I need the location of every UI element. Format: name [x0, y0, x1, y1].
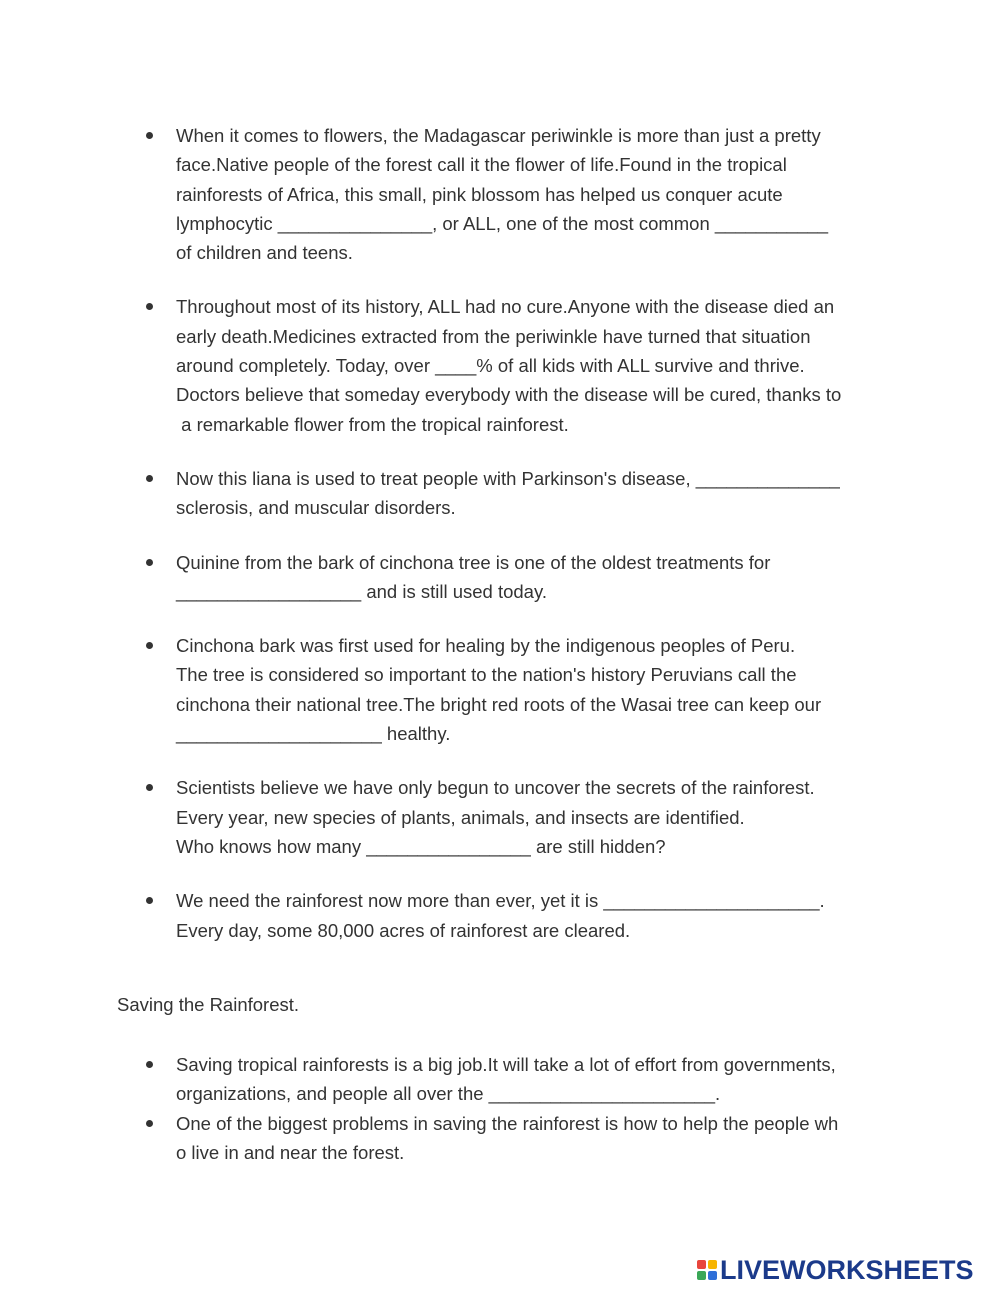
logo-square-green [697, 1271, 706, 1280]
logo-square-red [697, 1260, 706, 1269]
list-item [0, 121, 1000, 267]
text-line: Throughout most of its history, ALL had no cure.Anyone with the disease died an [176, 296, 835, 318]
bullet-icon [146, 1120, 153, 1127]
list-item [0, 548, 1000, 607]
list-item [0, 292, 1000, 438]
bullet-icon [146, 1061, 153, 1068]
text-line: __________________ and is still used today. [176, 580, 547, 602]
text-line: face.Native people of the forest call it the flower of life.Found in the tropical [176, 154, 787, 176]
brand-name: LIVEWORKSHEETS [720, 1255, 974, 1285]
text-line: Quinine from the bark of cinchona tree is one of the oldest treatments for [176, 551, 771, 573]
list-item [0, 886, 1000, 945]
text-line: around completely. Today, over ____% of all kids with ALL survive and thrive. [176, 355, 805, 377]
text-line: The tree is considered so important to the nation's history Peruvians call the [176, 664, 797, 686]
list-item [0, 773, 1000, 861]
text-line: We need the rainforest now more than ever, yet it is _____________________. [176, 890, 825, 912]
liveworksheets-brand [697, 1254, 974, 1286]
text-line: of children and teens. [176, 242, 353, 264]
list-item [0, 631, 1000, 748]
bullet-list-saving [0, 1050, 1000, 1167]
bullet-icon [146, 559, 153, 566]
bullet-icon [146, 642, 153, 649]
text-line: lymphocytic _______________, or ALL, one of the most common ___________ [176, 212, 829, 234]
text-line: Saving tropical rainforests is a big job.It will take a lot of effort from governments, [176, 1054, 836, 1075]
logo-square-yellow [708, 1260, 717, 1269]
text-line: Cinchona bark was first used for healing by the indigenous peoples of Peru. [176, 635, 796, 657]
liveworksheets-logo-icon [697, 1260, 717, 1280]
bullet-icon [146, 132, 153, 139]
bullet-icon [146, 475, 153, 482]
list-item [0, 464, 1000, 523]
text-line: organizations, and people all over the ______________________. [176, 1083, 721, 1105]
text-line: rainforests of Africa, this small, pink blossom has helped us conquer acute [176, 183, 783, 205]
list-item [0, 1050, 1000, 1109]
text-line: Now this liana is used to treat people with Parkinson's disease, ______________ [176, 467, 840, 489]
text-line: ____________________ healthy. [176, 723, 451, 745]
text-line: cinchona their national tree.The bright red roots of the Wasai tree can keep our [176, 693, 822, 715]
bullet-icon [146, 897, 153, 904]
text-line: Who knows how many ________________ are still hidden? [176, 835, 666, 857]
text-line: One of the biggest problems in saving the rainforest is how to help the people wh [176, 1112, 839, 1134]
logo-square-blue [708, 1271, 717, 1280]
text-line: Every day, some 80,000 acres of rainforest are cleared. [176, 919, 631, 941]
text-line: sclerosis, and muscular disorders. [176, 497, 456, 519]
bullet-list-main [0, 121, 1000, 970]
text-line: o live in and near the forest. [176, 1141, 405, 1163]
section-heading: Saving the Rainforest. [117, 994, 300, 1015]
bullet-icon [146, 784, 153, 791]
text-line: a remarkable flower from the tropical rainforest. [176, 413, 569, 435]
bullet-icon [146, 303, 153, 310]
text-line: early death.Medicines extracted from the periwinkle have turned that situation [176, 325, 811, 347]
list-item [0, 1109, 1000, 1168]
text-line: Every year, new species of plants, animals, and insects are identified. [176, 806, 745, 828]
text-line: When it comes to flowers, the Madagascar periwinkle is more than just a pretty [176, 125, 821, 146]
text-line: Doctors believe that someday everybody with the disease will be cured, thanks to [176, 384, 842, 406]
text-line: Scientists believe we have only begun to uncover the secrets of the rainforest. [176, 777, 815, 799]
